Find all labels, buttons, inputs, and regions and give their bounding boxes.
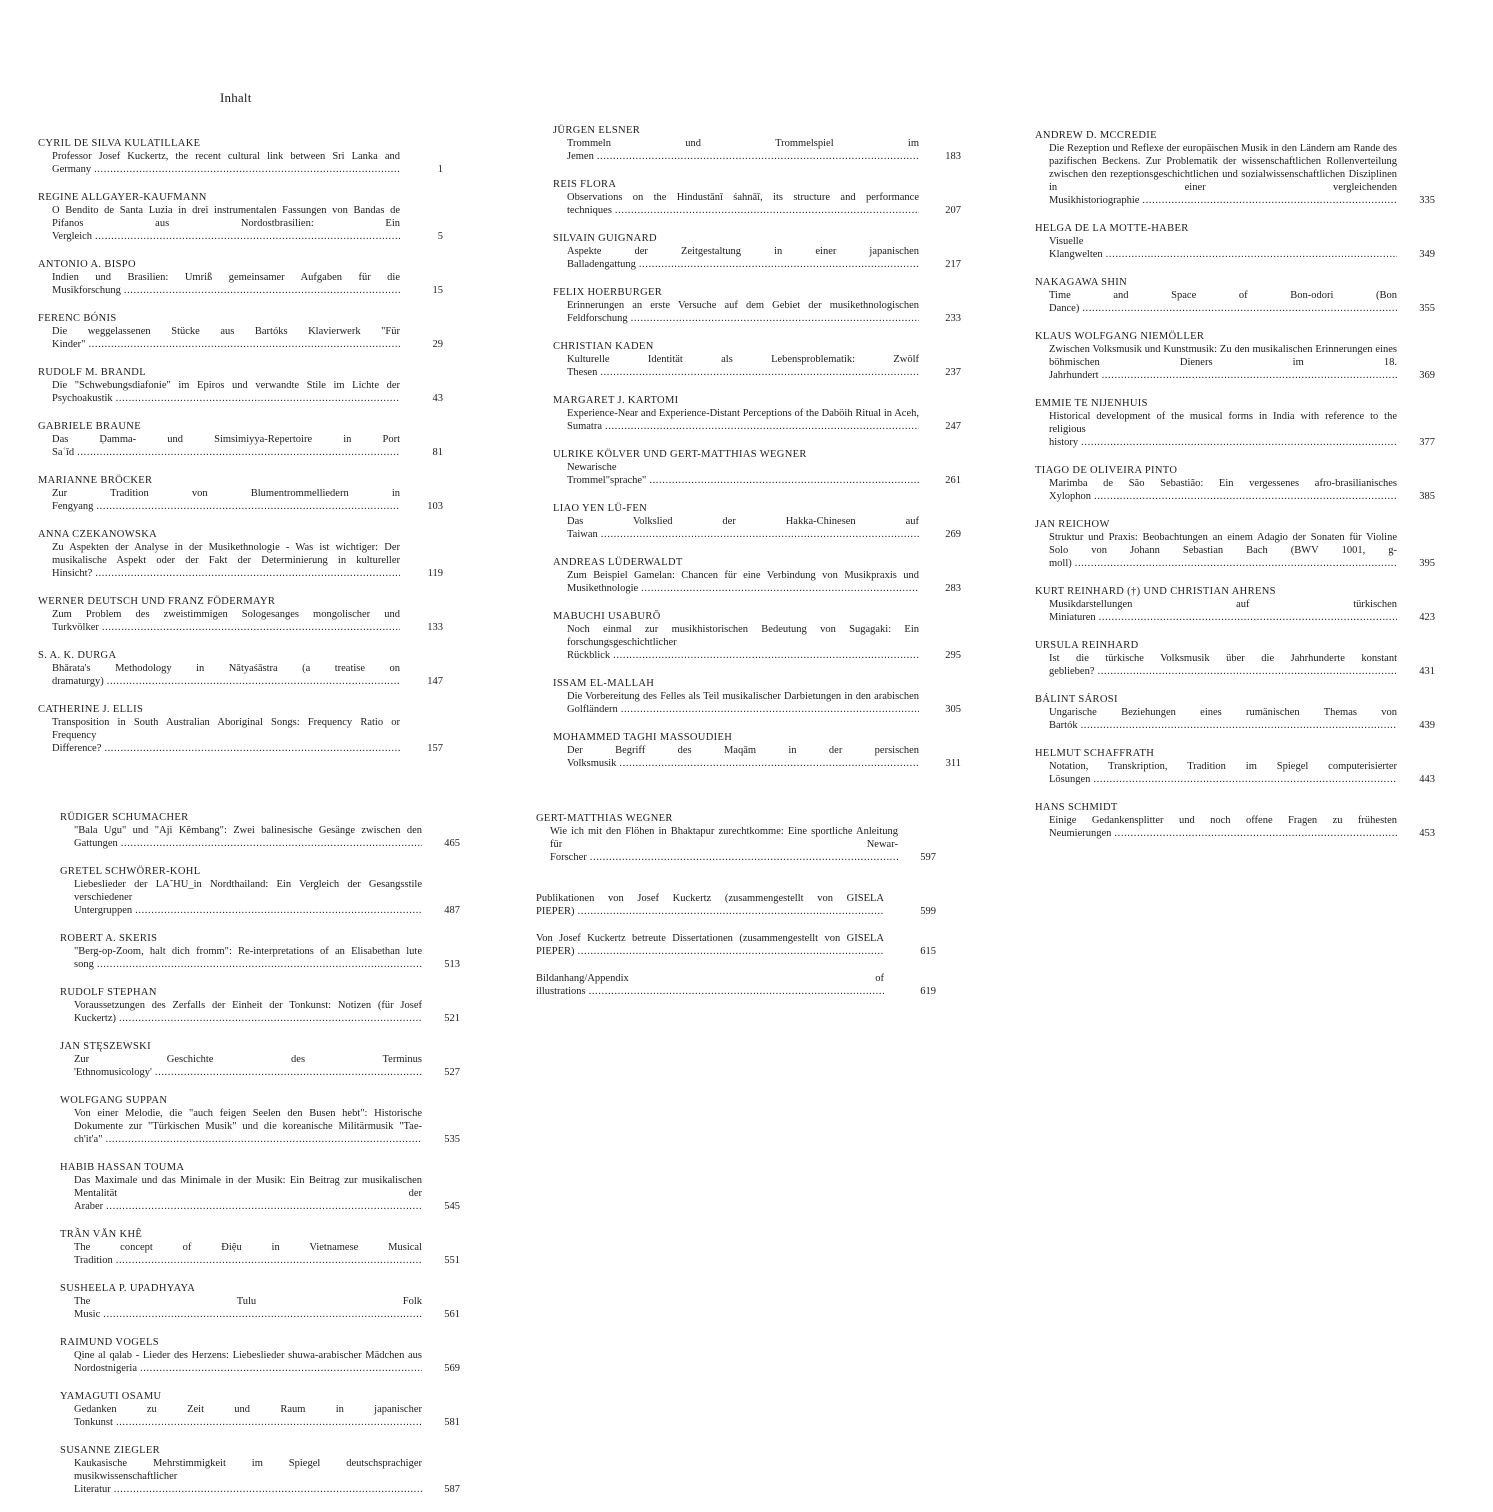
entry-page-number: 453 xyxy=(1419,828,1435,839)
toc-entry xyxy=(536,813,936,864)
toc-entry xyxy=(38,138,443,176)
entry-author: HABIB HASSAN TOUMA xyxy=(60,1162,185,1173)
entry-title: Das Volkslied der Hakka-Chinesen auf Taiwan ..... xyxy=(553,515,919,541)
entry-page-number: 81 xyxy=(432,447,443,458)
entry-author: ISSAM EL-MALLAH xyxy=(553,678,655,689)
entry-author: GABRIELE BRAUNE xyxy=(38,421,141,432)
entry-page-number: 561 xyxy=(444,1309,460,1320)
entry-page-number: 395 xyxy=(1419,558,1435,569)
entry-author: ANDREW D. MCCREDIE xyxy=(1035,130,1157,141)
entry-author: FERENC BÓNIS xyxy=(38,313,117,324)
toc-entry xyxy=(60,1095,460,1146)
entry-author: ANTONIO A. BISPO xyxy=(38,259,136,270)
toc-entry xyxy=(60,1283,460,1321)
entry-page-number: 103 xyxy=(427,501,443,512)
entry-author: WOLFGANG SUPPAN xyxy=(60,1095,168,1106)
toc-entry xyxy=(553,341,961,379)
entry-page-number: 487 xyxy=(444,905,460,916)
entry-author: MOHAMMED TAGHI MASSOUDIEH xyxy=(553,732,733,743)
entry-title: Ungarische Beziehungen eines rumänischen Themas von Bartók ..... xyxy=(1035,706,1397,732)
entry-page-number: 545 xyxy=(444,1201,460,1212)
toc-entry xyxy=(60,866,460,917)
entry-author: GRETEL SCHWÖRER-KOHL xyxy=(60,866,201,877)
toc-entry xyxy=(38,529,443,580)
toc-entry xyxy=(38,313,443,351)
entry-title: The Tulu Folk Music ..... xyxy=(60,1295,422,1321)
entry-title: Der Begriff des Maqām in der persischen Volksmusik ..... xyxy=(553,744,919,770)
entry-author: MABUCHI USABURŌ xyxy=(553,611,661,622)
entry-title: Erinnerungen an erste Versuche auf dem Gebiet der musikethnologischen Feldforschung ..... xyxy=(553,299,919,325)
entry-page-number: 147 xyxy=(427,676,443,687)
entry-title: Zu Aspekten der Analyse in der Musikethnologie - Was ist wichtiger: Der musikalische Aspekt oder der Fakt der Determinierung in kultureller Hinsicht? ..... xyxy=(38,541,400,580)
entry-author: WERNER DEUTSCH UND FRANZ FÖDERMAYR xyxy=(38,596,276,607)
entry-page-number: 569 xyxy=(444,1363,460,1374)
appendix-title: Von Josef Kuckertz betreute Dissertationen (zusammengestellt von GISELA PIEPER) ..... xyxy=(536,932,884,958)
entry-author: RUDOLF STEPHAN xyxy=(60,987,157,998)
entry-title: Qine al qalab - Lieder des Herzens: Liebeslieder shuwa-arabischer Mädchen aus Nordostnigeria ..... xyxy=(60,1349,422,1375)
appendix-title: Bildanhang/Appendix of illustrations ..... xyxy=(536,972,884,998)
entry-title: Visuelle Klangwelten ..... xyxy=(1035,235,1397,261)
toc-entry xyxy=(553,503,961,541)
entry-author: ANNA CZEKANOWSKA xyxy=(38,529,158,540)
entry-title: Kaukasische Mehrstimmigkeit im Spiegel deutschsprachiger musikwissenschaftlicher Literatur ..... xyxy=(60,1457,422,1496)
entry-title: Gedanken zu Zeit und Raum in japanischer Tonkunst ..... xyxy=(60,1403,422,1429)
entry-author: CATHERINE J. ELLIS xyxy=(38,704,144,715)
toc-entry xyxy=(38,650,443,688)
entry-page-number: 305 xyxy=(945,704,961,715)
toc-entry xyxy=(60,987,460,1025)
entry-title: Struktur und Praxis: Beobachtungen an einem Adagio der Sonaten für Violine Solo von Johann Sebastian Bach (BWV 1001, g-moll) ..... xyxy=(1035,531,1397,570)
toc-column-1 xyxy=(38,138,443,771)
toc-appendix-entry xyxy=(536,972,936,998)
toc-entry xyxy=(1035,519,1435,570)
entry-author: KLAUS WOLFGANG NIEMÖLLER xyxy=(1035,331,1205,342)
entry-author: SUSHEELA P. UPADHYAYA xyxy=(60,1283,196,1294)
entry-page-number: 157 xyxy=(427,743,443,754)
entry-author: RUDOLF M. BRANDL xyxy=(38,367,146,378)
toc-entry xyxy=(38,367,443,405)
toc-entry xyxy=(553,449,961,487)
toc-column-3 xyxy=(1035,130,1435,856)
entry-title: Observations on the Hindustānī śahnāī, its structure and performance techniques ..... xyxy=(553,191,919,217)
entry-title: Experience-Near and Experience-Distant Perceptions of the Daböih Ritual in Aceh, Sumatra ..... xyxy=(553,407,919,433)
entry-page-number: 295 xyxy=(945,650,961,661)
entry-page-number: 443 xyxy=(1419,774,1435,785)
toc-entry xyxy=(38,475,443,513)
entry-page-number: 423 xyxy=(1419,612,1435,623)
entry-title: Die weggelassenen Stücke aus Bartóks Klavierwerk "Für Kinder" ..... xyxy=(38,325,400,351)
entry-title: Notation, Transkription, Tradition im Spiegel computerisierter Lösungen ..... xyxy=(1035,760,1397,786)
entry-title: Marimba de São Sebastião: Ein vergessenes afro-brasilianisches Xylophon ..... xyxy=(1035,477,1397,503)
entry-author: EMMIE TE NIJENHUIS xyxy=(1035,398,1148,409)
toc-entry xyxy=(60,1445,460,1496)
entry-author: MARGARET J. KARTOMI xyxy=(553,395,679,406)
entry-title: Wie ich mit den Flöhen in Bhaktapur zurechtkomme: Eine sportliche Anleitung für Newar-Forscher ..... xyxy=(536,825,898,864)
toc-entry xyxy=(38,259,443,297)
entry-title: Zur Geschichte des Terminus 'Ethnomusicology' ..... xyxy=(60,1053,422,1079)
entry-title: Kulturelle Identität als Lebensproblematik: Zwölf Thesen ..... xyxy=(553,353,919,379)
toc-entry xyxy=(60,1229,460,1267)
toc-entry xyxy=(553,233,961,271)
entry-author: JAN STĘSZEWSKI xyxy=(60,1041,151,1052)
entry-page-number: 335 xyxy=(1419,195,1435,206)
entry-page-number: 247 xyxy=(945,421,961,432)
entry-page-number: 233 xyxy=(945,313,961,324)
entry-page-number: 15 xyxy=(432,285,443,296)
entry-title: Trommeln und Trommelspiel im Jemen ..... xyxy=(553,137,919,163)
entry-title: Die Rezeption und Reflexe der europäischen Musik in den Ländern am Rande des pazifischen Beckens. Zur Problematik der wissenschaftlichen Rollenverteilung zwischen den rezeptionsgeschichtlichen und sozialwissenschaftlichen Disziplinen in einer vergleichenden Musikhistoriographie ..... xyxy=(1035,142,1397,207)
entry-author: URSULA REINHARD xyxy=(1035,640,1139,651)
entry-title: Das Maximale und das Minimale in der Musik: Ein Beitrag zur musikalischen Mentalität der Araber ..... xyxy=(60,1174,422,1213)
entry-title: Noch einmal zur musikhistorischen Bedeutung von Sugagaki: Ein forschungsgeschichtlicher Rückblick ..... xyxy=(553,623,919,662)
entry-page-number: 1 xyxy=(437,164,443,175)
appendix-title: Publikationen von Josef Kuckertz (zusammengestellt von GISELA PIEPER) ..... xyxy=(536,892,884,918)
entry-title: Die "Schwebungsdiafonie" im Epiros und verwandte Stile im Lichte der Psychoakustik ..... xyxy=(38,379,400,405)
entry-title: Bhārata's Methodology in Nātyaśāstra (a treatise on dramaturgy) ..... xyxy=(38,662,400,688)
entry-author: CYRIL DE SILVA KULATILLAKE xyxy=(38,138,201,149)
entry-author: REGINE ALLGAYER-KAUFMANN xyxy=(38,192,207,203)
toc-column-5 xyxy=(536,813,936,1012)
toc-entry xyxy=(1035,748,1435,786)
entry-page-number: 385 xyxy=(1419,491,1435,502)
toc-column-4 xyxy=(60,812,460,1512)
page-title: Inhalt xyxy=(220,90,252,105)
toc-entry xyxy=(1035,640,1435,678)
entry-page-number: 311 xyxy=(945,758,961,769)
toc-entry xyxy=(1035,586,1435,624)
toc-entry xyxy=(38,192,443,243)
entry-author: S. A. K. DURGA xyxy=(38,650,117,661)
entry-author: JÜRGEN ELSNER xyxy=(553,125,641,136)
entry-author: YAMAGUTI OSAMU xyxy=(60,1391,162,1402)
entry-author: NAKAGAWA SHIN xyxy=(1035,277,1128,288)
entry-page-number: 597 xyxy=(920,852,936,863)
entry-title: Zur Tradition von Blumentrommelliedern in Fengyang ..... xyxy=(38,487,400,513)
entry-page-number: 29 xyxy=(432,339,443,350)
entry-title: Einige Gedankensplitter und noch offene Fragen zu frühesten Neumierungen ..... xyxy=(1035,814,1397,840)
entry-page-number: 283 xyxy=(945,583,961,594)
entry-title: Transposition in South Australian Aboriginal Songs: Frequency Ratio or Frequency Difference? ..... xyxy=(38,716,400,755)
entry-title: "Bala Ugu" und "Aji Kĕmbang": Zwei balinesische Gesänge zwischen den Gattungen ..... xyxy=(60,824,422,850)
entry-page-number: 581 xyxy=(444,1417,460,1428)
entry-page-number: 551 xyxy=(444,1255,460,1266)
entry-title: The concept of Điệu in Vietnamese Musical Tradition ..... xyxy=(60,1241,422,1267)
entry-page-number: 119 xyxy=(427,568,443,579)
entry-page-number: 431 xyxy=(1419,666,1435,677)
toc-entry xyxy=(1035,277,1435,315)
entry-title: Die Vorbereitung des Felles als Teil musikalischer Darbietungen in den arabischen Golfländern ..... xyxy=(553,690,919,716)
toc-entry xyxy=(60,812,460,850)
entry-author: RAIMUND VOGELS xyxy=(60,1337,159,1348)
entry-page-number: 349 xyxy=(1419,249,1435,260)
entry-author: MARIANNE BRÖCKER xyxy=(38,475,153,486)
toc-entry xyxy=(553,557,961,595)
entry-title: Das Ḍamma- und Simsimiyya-Repertoire in Port Saʿīd ..... xyxy=(38,433,400,459)
entry-author: HANS SCHMIDT xyxy=(1035,802,1118,813)
entry-author: REIS FLORA xyxy=(553,179,617,190)
toc-entry xyxy=(1035,398,1435,449)
entry-title: Voraussetzungen des Zerfalls der Einheit der Tonkunst: Notizen (für Josef Kuckertz) ..... xyxy=(60,999,422,1025)
entry-title: Professor Josef Kuckertz, the recent cultural link between Sri Lanka and Germany ..... xyxy=(38,150,400,176)
entry-author: HELMUT SCHAFFRATH xyxy=(1035,748,1155,759)
appendix-page-number: 615 xyxy=(920,946,936,957)
toc-entry xyxy=(1035,331,1435,382)
toc-entry xyxy=(1035,802,1435,840)
entry-author: KURT REINHARD (†) UND CHRISTIAN AHRENS xyxy=(1035,586,1276,597)
entry-author: FELIX HOERBURGER xyxy=(553,287,663,298)
entry-title: Time and Space of Bon-odori (Bon Dance) ..... xyxy=(1035,289,1397,315)
entry-page-number: 521 xyxy=(444,1013,460,1024)
entry-author: TIAGO DE OLIVEIRA PINTO xyxy=(1035,465,1178,476)
toc-entry xyxy=(1035,223,1435,261)
toc-entry xyxy=(60,1162,460,1213)
toc-entry xyxy=(553,125,961,163)
toc-entry xyxy=(38,421,443,459)
entry-page-number: 43 xyxy=(432,393,443,404)
entry-author: RÜDIGER SCHUMACHER xyxy=(60,812,189,823)
entry-author: SILVAIN GUIGNARD xyxy=(553,233,657,244)
entry-page-number: 465 xyxy=(444,838,460,849)
appendix-page-number: 619 xyxy=(920,986,936,997)
entry-page-number: 527 xyxy=(444,1067,460,1078)
toc-entry xyxy=(38,596,443,634)
entry-page-number: 217 xyxy=(945,259,961,270)
toc-column-2 xyxy=(553,125,961,786)
entry-page-number: 237 xyxy=(945,367,961,378)
entry-page-number: 513 xyxy=(444,959,460,970)
entry-author: CHRISTIAN KADEN xyxy=(553,341,654,352)
entry-title: Aspekte der Zeitgestaltung in einer japanischen Balladengattung ..... xyxy=(553,245,919,271)
entry-title: "Berg-op-Zoom, halt dich fromm": Re-interpretations of an Elisabethan lute song ..... xyxy=(60,945,422,971)
entry-author: ANDREAS LÜDERWALDT xyxy=(553,557,683,568)
entry-page-number: 355 xyxy=(1419,303,1435,314)
entry-author: TRẦN VĂN KHÊ xyxy=(60,1229,143,1240)
toc-appendix-entry xyxy=(536,892,936,918)
toc-entry xyxy=(553,179,961,217)
toc-entry xyxy=(60,1391,460,1429)
entry-author: GERT-MATTHIAS WEGNER xyxy=(536,813,673,824)
entry-title: O Bendito de Santa Luzia in drei instrumentalen Fassungen von Bandas de Pífanos aus Nordostbrasilien: Ein Vergleich ..... xyxy=(38,204,400,243)
entry-title: Von einer Melodie, die "auch feigen Seelen den Busen hebt": Historische Dokumente zur "Türkischen Musik" und die koreanische Militärmusik "Tae-ch'it'a" ..... xyxy=(60,1107,422,1146)
toc-entry xyxy=(1035,694,1435,732)
toc-entry xyxy=(553,611,961,662)
toc-appendix-entry xyxy=(536,932,936,958)
entry-page-number: 535 xyxy=(444,1134,460,1145)
entry-title: Zwischen Volksmusik und Kunstmusik: Zu den musikalischen Erinnerungen eines böhmischen Dieners im 18. Jahrhundert ..... xyxy=(1035,343,1397,382)
entry-title: Newarische Trommel"sprache" ..... xyxy=(553,461,919,487)
entry-author: JAN REICHOW xyxy=(1035,519,1110,530)
toc-entry xyxy=(38,704,443,755)
toc-entry xyxy=(60,933,460,971)
entry-page-number: 439 xyxy=(1419,720,1435,731)
entry-title: Indien und Brasilien: Umriß gemeinsamer Aufgaben für die Musikforschung ..... xyxy=(38,271,400,297)
entry-title: Musikdarstellungen auf türkischen Miniaturen ..... xyxy=(1035,598,1397,624)
entry-page-number: 183 xyxy=(945,151,961,162)
entry-page-number: 261 xyxy=(945,475,961,486)
entry-title: Zum Problem des zweistimmigen Sologesanges mongolischer und Turkvölker ..... xyxy=(38,608,400,634)
toc-entry xyxy=(553,287,961,325)
toc-entry xyxy=(1035,130,1435,207)
entry-title: Ist die türkische Volksmusik über die Jahrhunderte konstant geblieben? ..... xyxy=(1035,652,1397,678)
entry-page-number: 377 xyxy=(1419,437,1435,448)
entry-author: ROBERT A. SKERIS xyxy=(60,933,158,944)
toc-entry xyxy=(1035,465,1435,503)
entry-page-number: 369 xyxy=(1419,370,1435,381)
entry-page-number: 133 xyxy=(427,622,443,633)
toc-entry xyxy=(553,395,961,433)
entry-page-number: 207 xyxy=(945,205,961,216)
entry-author: BÁLINT SÁROSI xyxy=(1035,694,1118,705)
entry-page-number: 269 xyxy=(945,529,961,540)
toc-entry xyxy=(60,1041,460,1079)
entry-author: LIAO YEN LÜ-FEN xyxy=(553,503,648,514)
entry-title: Liebeslieder der LA˜HU_in Nordthailand: Ein Vergleich der Gesangsstile verschiedener Untergruppen ..... xyxy=(60,878,422,917)
entry-title: Zum Beispiel Gamelan: Chancen für eine Verbindung von Musikpraxis und Musikethnologie ..... xyxy=(553,569,919,595)
entry-title: Historical development of the musical forms in India with reference to the religious history ..... xyxy=(1035,410,1397,449)
entry-page-number: 587 xyxy=(444,1484,460,1495)
toc-entry xyxy=(60,1337,460,1375)
entry-author: ULRIKE KÖLVER UND GERT-MATTHIAS WEGNER xyxy=(553,449,807,460)
entry-page-number: 5 xyxy=(437,231,443,242)
toc-entry xyxy=(553,678,961,716)
entry-author: HELGA DE LA MOTTE-HABER xyxy=(1035,223,1189,234)
toc-entry xyxy=(553,732,961,770)
appendix-page-number: 599 xyxy=(920,906,936,917)
entry-author: SUSANNE ZIEGLER xyxy=(60,1445,161,1456)
